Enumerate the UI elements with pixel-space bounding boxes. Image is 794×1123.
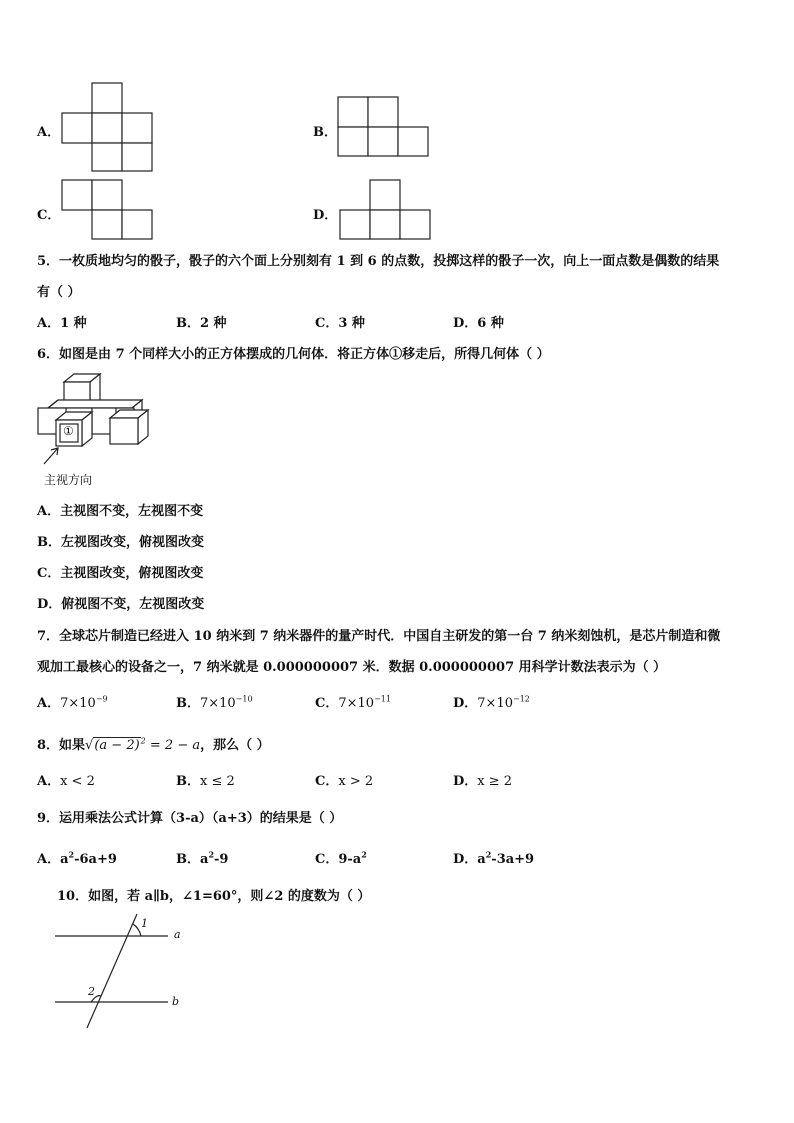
q10-label-b: b bbox=[172, 995, 180, 1008]
q10-stem: 10．如图，若 a∥b，∠1=60°，则∠2 的度数为（ ） bbox=[57, 889, 371, 904]
q6-stem: 6．如图是由 7 个同样大小的正方体摆成的几何体．将正方体①移走后，所得几何体（ ） bbox=[37, 347, 550, 362]
transversal bbox=[87, 914, 137, 1028]
q8-option-b[interactable]: B．x ≤ 2 bbox=[176, 774, 235, 789]
q6-option-d[interactable]: D．俯视图不变，左视图改变 bbox=[37, 597, 205, 612]
q9-option-c[interactable]: C．$9-a^2$ bbox=[315, 849, 367, 867]
q6-cube-figure bbox=[36, 372, 154, 467]
q7-option-a[interactable]: A．$7\times 10^{-9}$ bbox=[37, 694, 108, 711]
q4-option-a-label[interactable]: A． bbox=[37, 125, 61, 140]
q8-stem: 8．如果$√(a - 2)^2 = 2 - a$，那么（ ） bbox=[37, 736, 270, 753]
q9-option-a[interactable]: A．$a^2-6a+9$ bbox=[37, 849, 117, 867]
q9-option-b[interactable]: B．$a^2-9$ bbox=[176, 849, 229, 867]
q5-option-b[interactable]: B．2 种 bbox=[176, 316, 227, 331]
q5-stem-line1: 5．一枚质地均匀的骰子，骰子的六个面上分别刻有 1 到 6 的点数，投掷这样的骰子一次，向上一面点数是偶数的结果 bbox=[37, 254, 720, 269]
q4-option-d-label[interactable]: D． bbox=[313, 208, 338, 223]
q5-option-c[interactable]: C．3 种 bbox=[315, 316, 365, 331]
q5-option-a[interactable]: A．1 种 bbox=[37, 316, 87, 331]
q10-label-2: 2 bbox=[88, 985, 95, 998]
q10-label-a: a bbox=[174, 928, 181, 941]
q7-option-a-math: $7\times 10^{-9}$ bbox=[60, 694, 108, 711]
q7-option-d-math: $7\times 10^{-12}$ bbox=[477, 694, 530, 711]
q6-option-c[interactable]: C．主视图改变，俯视图改变 bbox=[37, 566, 204, 581]
q8-option-c[interactable]: C．x > 2 bbox=[315, 774, 374, 789]
q9-stem: 9．运用乘法公式计算（3-a）（a+3）的结果是（ ） bbox=[37, 811, 343, 826]
q4-option-d-figure bbox=[339, 179, 431, 241]
q10-parallel-lines-figure bbox=[55, 912, 190, 1032]
q7-option-c[interactable]: C．$7\times 10^{-11}$ bbox=[315, 694, 391, 711]
q8-option-a[interactable]: A．x < 2 bbox=[37, 774, 95, 789]
q6-option-a[interactable]: A．主视图不变，左视图不变 bbox=[37, 504, 204, 519]
q6-figure-caption: 主视方向 bbox=[44, 473, 93, 487]
q4-option-c-label[interactable]: C． bbox=[37, 208, 61, 223]
q9-option-d[interactable]: D．$a^2-3a+9$ bbox=[453, 849, 535, 867]
q7-stem-line2: 观加工最核心的设备之一，7 纳米就是 0.000000007 米．数据 0.000000007 用科学计数法表示为（ ） bbox=[37, 660, 667, 675]
q7-option-b-math: $7\times 10^{-10}$ bbox=[200, 694, 253, 711]
q6-figure-mark: ① bbox=[63, 424, 74, 438]
q7-option-c-math: $7\times 10^{-11}$ bbox=[338, 694, 391, 711]
q5-stem-line2: 有（ ） bbox=[37, 285, 81, 300]
q8-option-d[interactable]: D．x ≥ 2 bbox=[453, 774, 513, 789]
q5-option-d[interactable]: D．6 种 bbox=[453, 316, 504, 331]
q4-option-b-figure bbox=[337, 96, 429, 158]
q7-option-b[interactable]: B．$7\times 10^{-10}$ bbox=[176, 694, 253, 711]
q7-option-d[interactable]: D．$7\times 10^{-12}$ bbox=[453, 694, 530, 711]
q8-equation: $√(a - 2)^2 = 2 - a$ bbox=[85, 736, 201, 753]
q7-stem-line1: 7．全球芯片制造已经进入 10 纳米到 7 纳米器件的量产时代．中国自主研发的第一台 7 纳米刻蚀机，是芯片制造和微 bbox=[37, 629, 721, 644]
q10-label-1: 1 bbox=[141, 917, 148, 930]
angle-1-arc bbox=[133, 924, 141, 936]
q4-option-b-label[interactable]: B． bbox=[313, 125, 337, 140]
q4-option-a-figure bbox=[61, 82, 153, 172]
q4-option-c-figure bbox=[61, 179, 153, 241]
q6-option-b[interactable]: B．左视图改变，俯视图改变 bbox=[37, 535, 204, 550]
